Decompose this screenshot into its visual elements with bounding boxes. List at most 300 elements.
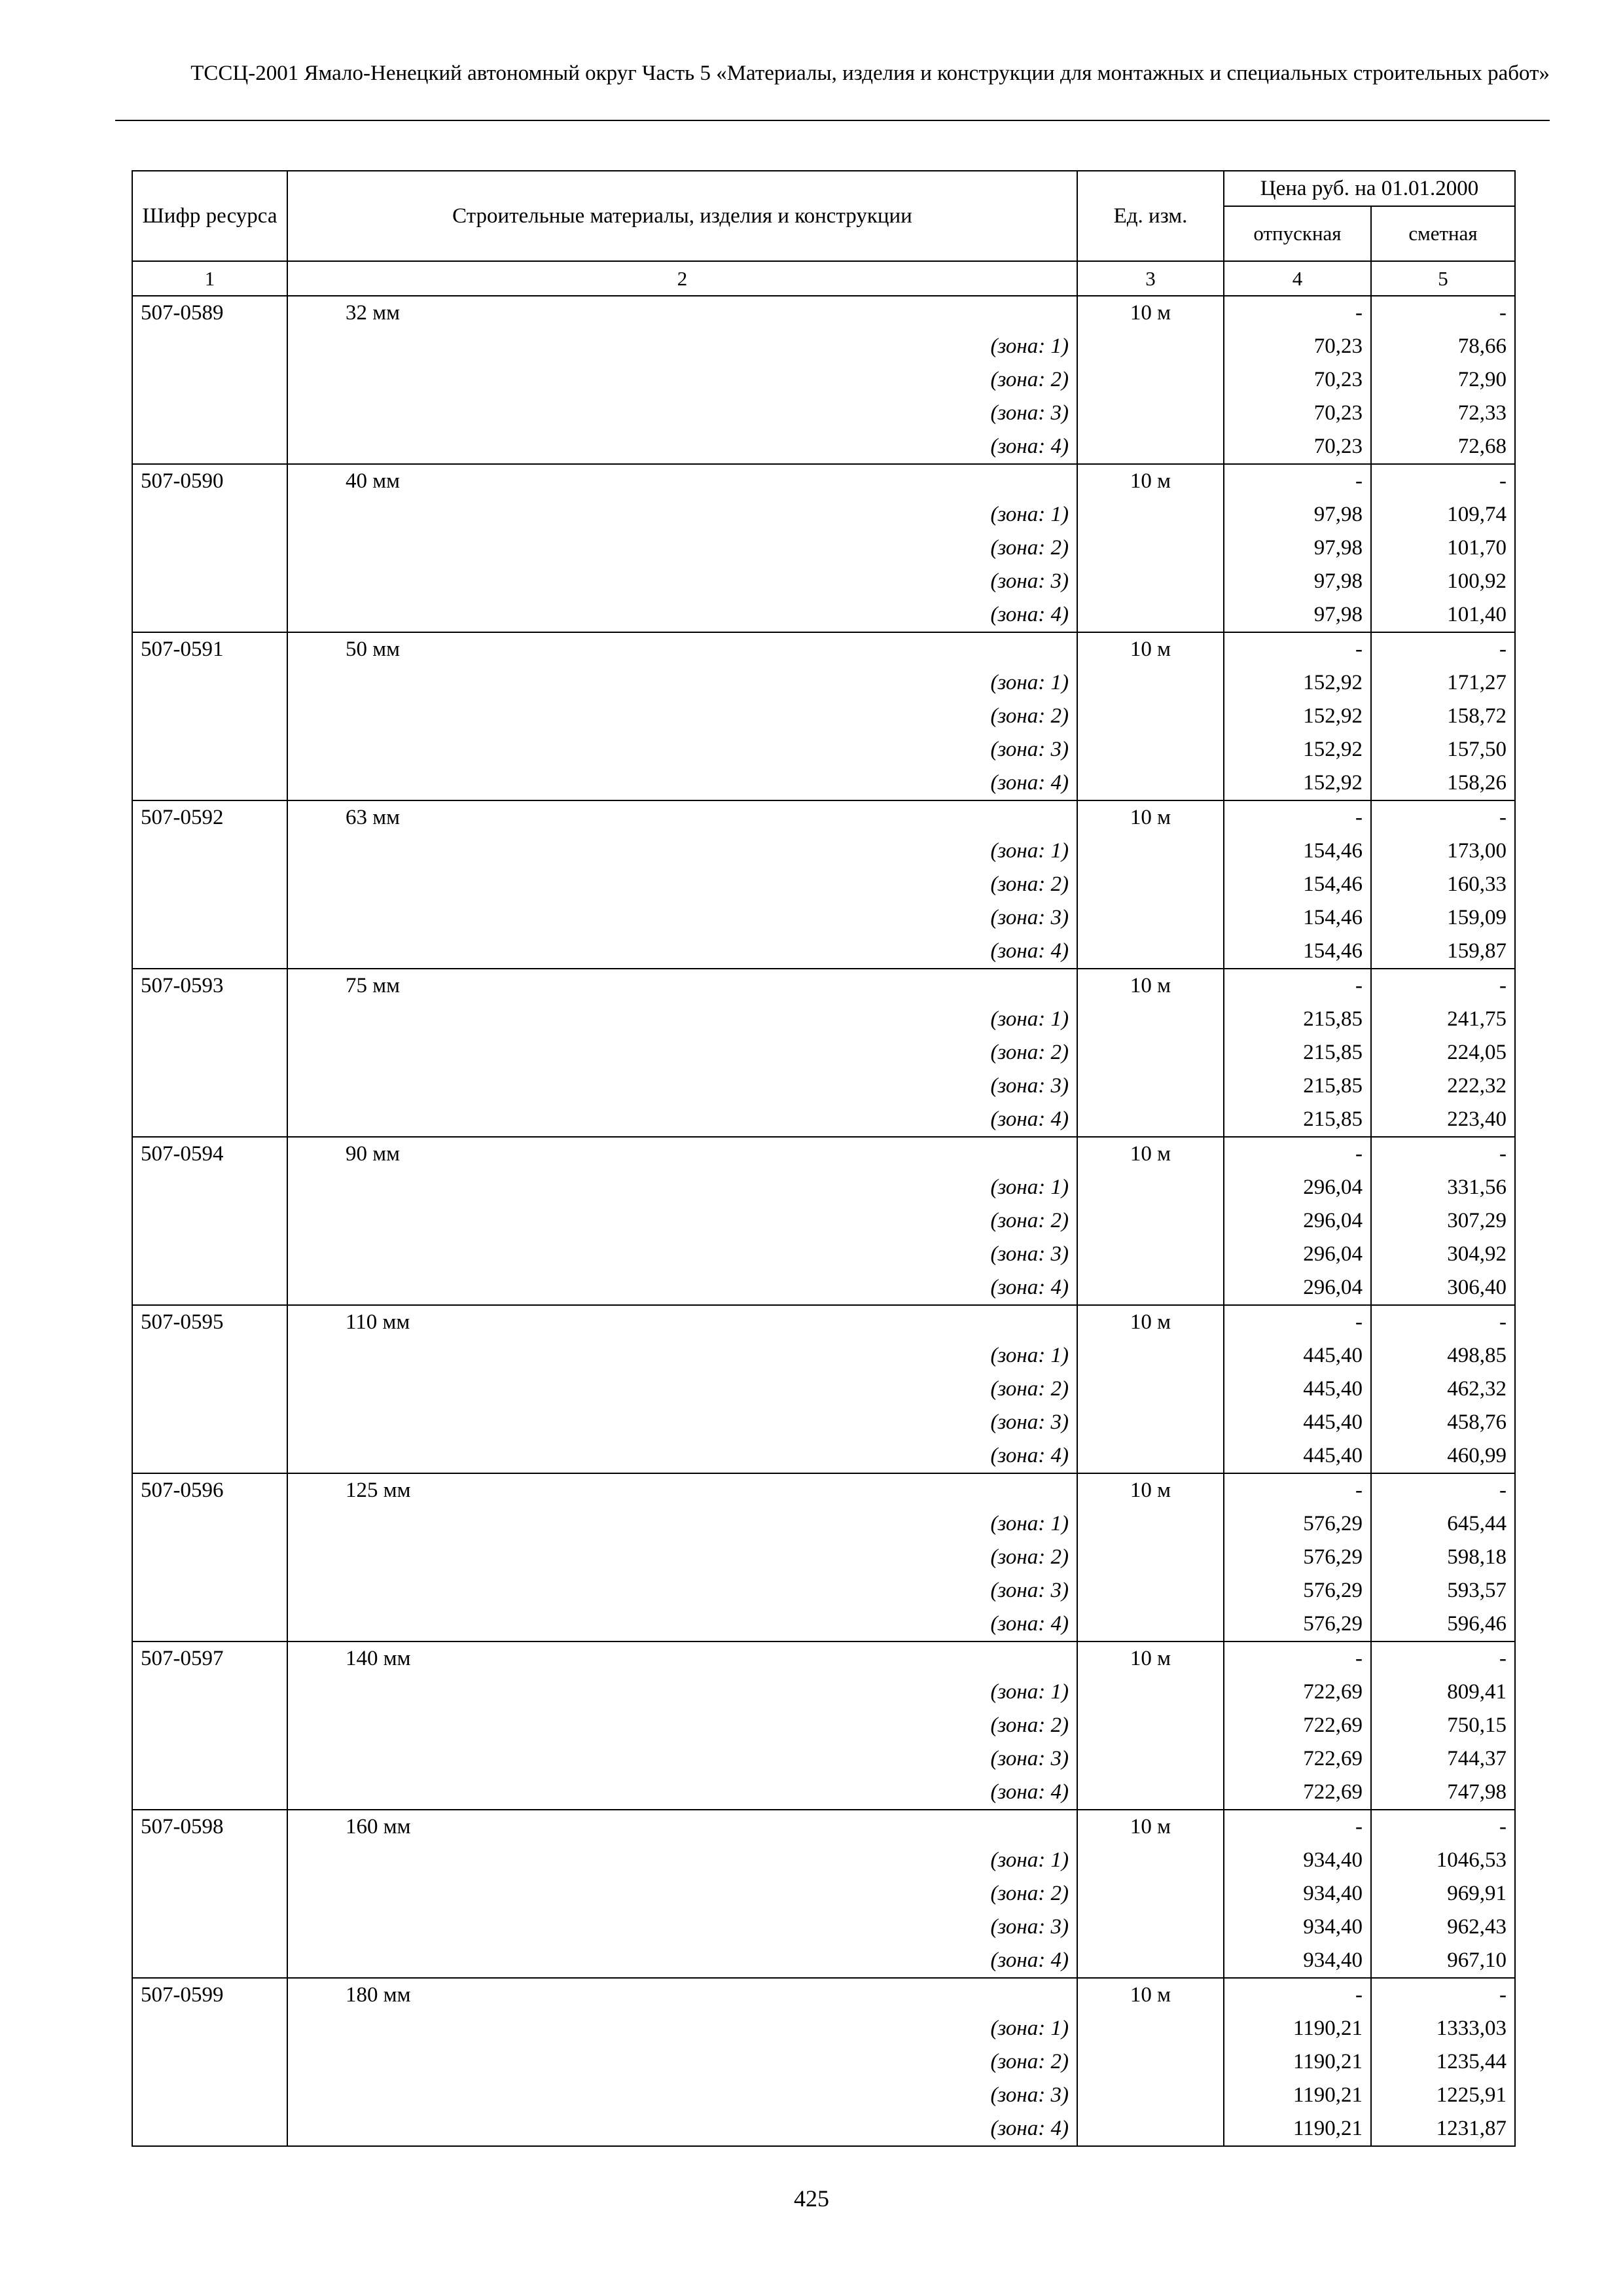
zone-estimate-price: 224,05 xyxy=(1371,1036,1515,1069)
zone-estimate-price: 101,40 xyxy=(1371,598,1515,632)
empty-code-cell xyxy=(132,766,287,800)
zone-release-price: 296,04 xyxy=(1224,1238,1371,1271)
empty-code-cell xyxy=(132,901,287,935)
zone-row xyxy=(132,565,1515,598)
empty-code-cell xyxy=(132,1204,287,1238)
zone-release-price: 154,46 xyxy=(1224,935,1371,969)
release-price: - xyxy=(1224,969,1371,1003)
zone-release-price: 152,92 xyxy=(1224,766,1371,800)
zone-release-price: 576,29 xyxy=(1224,1507,1371,1541)
price-table xyxy=(132,170,1516,2147)
release-price: - xyxy=(1224,1978,1371,2012)
empty-unit-cell xyxy=(1077,1541,1224,1574)
estimate-price: - xyxy=(1371,1305,1515,1339)
empty-unit-cell xyxy=(1077,1103,1224,1137)
empty-unit-cell xyxy=(1077,1910,1224,1944)
empty-unit-cell xyxy=(1077,397,1224,430)
zone-label: (зона: 4) xyxy=(287,935,1077,969)
empty-code-cell xyxy=(132,1910,287,1944)
empty-unit-cell xyxy=(1077,2112,1224,2146)
column-number-row xyxy=(132,261,1515,296)
resource-unit: 10 м xyxy=(1077,1810,1224,1844)
zone-label: (зона: 4) xyxy=(287,1439,1077,1473)
zone-estimate-price: 109,74 xyxy=(1371,498,1515,531)
resource-name: 40 мм xyxy=(287,464,1077,498)
empty-unit-cell xyxy=(1077,1877,1224,1910)
zone-estimate-price: 157,50 xyxy=(1371,733,1515,766)
zone-estimate-price: 747,98 xyxy=(1371,1776,1515,1810)
zone-row xyxy=(132,1204,1515,1238)
estimate-price: - xyxy=(1371,1810,1515,1844)
empty-code-cell xyxy=(132,1103,287,1137)
zone-release-price: 722,69 xyxy=(1224,1676,1371,1709)
empty-unit-cell xyxy=(1077,598,1224,632)
zone-label: (зона: 3) xyxy=(287,1910,1077,1944)
zone-estimate-price: 962,43 xyxy=(1371,1910,1515,1944)
zone-row xyxy=(132,598,1515,632)
zone-label: (зона: 2) xyxy=(287,2045,1077,2079)
zone-row xyxy=(132,1844,1515,1877)
zone-label: (зона: 1) xyxy=(287,1003,1077,1036)
zone-row xyxy=(132,700,1515,733)
zone-row xyxy=(132,2112,1515,2146)
zone-label: (зона: 3) xyxy=(287,901,1077,935)
empty-code-cell xyxy=(132,1036,287,1069)
zone-row xyxy=(132,1742,1515,1776)
zone-estimate-price: 1225,91 xyxy=(1371,2079,1515,2112)
empty-code-cell xyxy=(132,1676,287,1709)
zone-row xyxy=(132,1069,1515,1103)
empty-code-cell xyxy=(132,1844,287,1877)
zone-label: (зона: 3) xyxy=(287,1742,1077,1776)
header-estimate-price: сметная xyxy=(1371,206,1515,261)
resource-row xyxy=(132,1641,1515,1676)
empty-unit-cell xyxy=(1077,901,1224,935)
zone-row xyxy=(132,1944,1515,1978)
empty-code-cell xyxy=(132,1742,287,1776)
zone-row xyxy=(132,430,1515,464)
zone-row xyxy=(132,1541,1515,1574)
zone-release-price: 70,23 xyxy=(1224,363,1371,397)
resource-code: 507-0595 xyxy=(132,1305,287,1339)
zone-label: (зона: 1) xyxy=(287,330,1077,363)
zone-estimate-price: 593,57 xyxy=(1371,1574,1515,1607)
resource-name: 110 мм xyxy=(287,1305,1077,1339)
resource-name: 160 мм xyxy=(287,1810,1077,1844)
zone-row xyxy=(132,498,1515,531)
estimate-price: - xyxy=(1371,969,1515,1003)
zone-label: (зона: 3) xyxy=(287,397,1077,430)
zone-label: (зона: 4) xyxy=(287,1271,1077,1305)
zone-row xyxy=(132,2012,1515,2045)
zone-release-price: 934,40 xyxy=(1224,1844,1371,1877)
resource-name: 180 мм xyxy=(287,1978,1077,2012)
empty-code-cell xyxy=(132,1574,287,1607)
resource-name: 90 мм xyxy=(287,1137,1077,1171)
zone-row xyxy=(132,733,1515,766)
zone-release-price: 152,92 xyxy=(1224,733,1371,766)
zone-release-price: 934,40 xyxy=(1224,1944,1371,1978)
zone-release-price: 97,98 xyxy=(1224,598,1371,632)
empty-unit-cell xyxy=(1077,330,1224,363)
header-price: Цена руб. на 01.01.2000 xyxy=(1224,171,1515,206)
zone-estimate-price: 1235,44 xyxy=(1371,2045,1515,2079)
zone-row xyxy=(132,935,1515,969)
empty-code-cell xyxy=(132,598,287,632)
resource-row xyxy=(132,296,1515,330)
empty-unit-cell xyxy=(1077,1742,1224,1776)
empty-code-cell xyxy=(132,1406,287,1439)
zone-label: (зона: 2) xyxy=(287,1372,1077,1406)
zone-release-price: 722,69 xyxy=(1224,1742,1371,1776)
empty-code-cell xyxy=(132,1877,287,1910)
zone-label: (зона: 4) xyxy=(287,1944,1077,1978)
header-name: Строительные материалы, изделия и конструкции xyxy=(287,171,1077,261)
zone-estimate-price: 969,91 xyxy=(1371,1877,1515,1910)
resource-unit: 10 м xyxy=(1077,1305,1224,1339)
empty-unit-cell xyxy=(1077,868,1224,901)
empty-code-cell xyxy=(132,2112,287,2146)
zone-row xyxy=(132,834,1515,868)
zone-release-price: 445,40 xyxy=(1224,1439,1371,1473)
empty-code-cell xyxy=(132,1271,287,1305)
estimate-price: - xyxy=(1371,1641,1515,1676)
empty-unit-cell xyxy=(1077,834,1224,868)
resource-unit: 10 м xyxy=(1077,632,1224,666)
zone-label: (зона: 4) xyxy=(287,2112,1077,2146)
zone-release-price: 1190,21 xyxy=(1224,2012,1371,2045)
zone-row xyxy=(132,1507,1515,1541)
empty-code-cell xyxy=(132,733,287,766)
empty-code-cell xyxy=(132,1238,287,1271)
release-price: - xyxy=(1224,800,1371,834)
zone-release-price: 97,98 xyxy=(1224,565,1371,598)
zone-release-price: 576,29 xyxy=(1224,1574,1371,1607)
empty-code-cell xyxy=(132,531,287,565)
column-number: 5 xyxy=(1371,261,1515,296)
empty-unit-cell xyxy=(1077,565,1224,598)
resource-code: 507-0594 xyxy=(132,1137,287,1171)
zone-estimate-price: 1333,03 xyxy=(1371,2012,1515,2045)
empty-code-cell xyxy=(132,1607,287,1641)
empty-unit-cell xyxy=(1077,1271,1224,1305)
empty-code-cell xyxy=(132,1507,287,1541)
resource-code: 507-0590 xyxy=(132,464,287,498)
zone-row xyxy=(132,901,1515,935)
zone-release-price: 154,46 xyxy=(1224,834,1371,868)
estimate-price: - xyxy=(1371,1473,1515,1507)
column-number: 1 xyxy=(132,261,287,296)
column-number: 3 xyxy=(1077,261,1224,296)
empty-unit-cell xyxy=(1077,935,1224,969)
empty-unit-cell xyxy=(1077,1339,1224,1372)
zone-row xyxy=(132,397,1515,430)
zone-label: (зона: 1) xyxy=(287,834,1077,868)
zone-estimate-price: 78,66 xyxy=(1371,330,1515,363)
zone-row xyxy=(132,531,1515,565)
resource-code: 507-0593 xyxy=(132,969,287,1003)
empty-code-cell xyxy=(132,1003,287,1036)
zone-row xyxy=(132,2045,1515,2079)
release-price: - xyxy=(1224,1305,1371,1339)
resource-code: 507-0592 xyxy=(132,800,287,834)
table-body xyxy=(132,296,1515,2146)
zone-estimate-price: 223,40 xyxy=(1371,1103,1515,1137)
zone-label: (зона: 2) xyxy=(287,1541,1077,1574)
zone-label: (зона: 2) xyxy=(287,868,1077,901)
zone-release-price: 934,40 xyxy=(1224,1910,1371,1944)
zone-release-price: 70,23 xyxy=(1224,397,1371,430)
zone-row xyxy=(132,2079,1515,2112)
zone-release-price: 296,04 xyxy=(1224,1271,1371,1305)
release-price: - xyxy=(1224,296,1371,330)
resource-row xyxy=(132,1137,1515,1171)
empty-unit-cell xyxy=(1077,1439,1224,1473)
zone-release-price: 1190,21 xyxy=(1224,2112,1371,2146)
zone-label: (зона: 2) xyxy=(287,363,1077,397)
empty-code-cell xyxy=(132,397,287,430)
empty-unit-cell xyxy=(1077,1776,1224,1810)
resource-name: 140 мм xyxy=(287,1641,1077,1676)
zone-label: (зона: 2) xyxy=(287,1877,1077,1910)
zone-row xyxy=(132,1776,1515,1810)
zone-label: (зона: 4) xyxy=(287,598,1077,632)
zone-estimate-price: 100,92 xyxy=(1371,565,1515,598)
zone-label: (зона: 3) xyxy=(287,1069,1077,1103)
zone-row xyxy=(132,666,1515,700)
zone-estimate-price: 304,92 xyxy=(1371,1238,1515,1271)
empty-code-cell xyxy=(132,430,287,464)
empty-code-cell xyxy=(132,2045,287,2079)
zone-estimate-price: 160,33 xyxy=(1371,868,1515,901)
empty-unit-cell xyxy=(1077,733,1224,766)
zone-label: (зона: 2) xyxy=(287,700,1077,733)
page-number: 425 xyxy=(794,2185,829,2212)
zone-row xyxy=(132,1339,1515,1372)
zone-label: (зона: 2) xyxy=(287,1036,1077,1069)
empty-code-cell xyxy=(132,1069,287,1103)
zone-release-price: 576,29 xyxy=(1224,1607,1371,1641)
resource-name: 32 мм xyxy=(287,296,1077,330)
zone-label: (зона: 2) xyxy=(287,1709,1077,1742)
estimate-price: - xyxy=(1371,296,1515,330)
empty-unit-cell xyxy=(1077,1069,1224,1103)
empty-code-cell xyxy=(132,363,287,397)
zone-row xyxy=(132,363,1515,397)
estimate-price: - xyxy=(1371,800,1515,834)
empty-code-cell xyxy=(132,1776,287,1810)
empty-unit-cell xyxy=(1077,1171,1224,1204)
zone-release-price: 445,40 xyxy=(1224,1372,1371,1406)
resource-unit: 10 м xyxy=(1077,464,1224,498)
resource-row xyxy=(132,969,1515,1003)
page-header: ТССЦ-2001 Ямало-Ненецкий автономный округ Часть 5 «Материалы, изделия и конструкции для монтажных и специальных строительных работ» xyxy=(190,62,1550,85)
header-release-price: отпускная xyxy=(1224,206,1371,261)
estimate-price: - xyxy=(1371,1978,1515,2012)
zone-estimate-price: 222,32 xyxy=(1371,1069,1515,1103)
zone-row xyxy=(132,1574,1515,1607)
empty-code-cell xyxy=(132,498,287,531)
empty-code-cell xyxy=(132,1372,287,1406)
zone-release-price: 722,69 xyxy=(1224,1776,1371,1810)
zone-estimate-price: 72,68 xyxy=(1371,430,1515,464)
zone-release-price: 445,40 xyxy=(1224,1339,1371,1372)
empty-code-cell xyxy=(132,935,287,969)
zone-estimate-price: 598,18 xyxy=(1371,1541,1515,1574)
empty-code-cell xyxy=(132,1709,287,1742)
zone-release-price: 445,40 xyxy=(1224,1406,1371,1439)
zone-row xyxy=(132,868,1515,901)
resource-code: 507-0591 xyxy=(132,632,287,666)
empty-unit-cell xyxy=(1077,1607,1224,1641)
zone-estimate-price: 307,29 xyxy=(1371,1204,1515,1238)
empty-unit-cell xyxy=(1077,1204,1224,1238)
zone-row xyxy=(132,1910,1515,1944)
empty-unit-cell xyxy=(1077,531,1224,565)
zone-release-price: 215,85 xyxy=(1224,1036,1371,1069)
zone-label: (зона: 1) xyxy=(287,1844,1077,1877)
column-number: 4 xyxy=(1224,261,1371,296)
zone-label: (зона: 4) xyxy=(287,430,1077,464)
empty-unit-cell xyxy=(1077,2045,1224,2079)
resource-name: 50 мм xyxy=(287,632,1077,666)
zone-release-price: 97,98 xyxy=(1224,531,1371,565)
empty-unit-cell xyxy=(1077,363,1224,397)
zone-estimate-price: 101,70 xyxy=(1371,531,1515,565)
zone-row xyxy=(132,1676,1515,1709)
zone-estimate-price: 458,76 xyxy=(1371,1406,1515,1439)
release-price: - xyxy=(1224,464,1371,498)
empty-unit-cell xyxy=(1077,1003,1224,1036)
zone-estimate-price: 72,33 xyxy=(1371,397,1515,430)
zone-estimate-price: 498,85 xyxy=(1371,1339,1515,1372)
resource-row xyxy=(132,1810,1515,1844)
empty-unit-cell xyxy=(1077,1574,1224,1607)
zone-label: (зона: 1) xyxy=(287,2012,1077,2045)
resource-row xyxy=(132,1305,1515,1339)
resource-name: 75 мм xyxy=(287,969,1077,1003)
empty-code-cell xyxy=(132,1944,287,1978)
empty-unit-cell xyxy=(1077,1036,1224,1069)
empty-unit-cell xyxy=(1077,2079,1224,2112)
zone-release-price: 722,69 xyxy=(1224,1709,1371,1742)
zone-estimate-price: 159,87 xyxy=(1371,935,1515,969)
zone-label: (зона: 1) xyxy=(287,1676,1077,1709)
empty-code-cell xyxy=(132,1541,287,1574)
zone-label: (зона: 3) xyxy=(287,1406,1077,1439)
zone-estimate-price: 809,41 xyxy=(1371,1676,1515,1709)
empty-code-cell xyxy=(132,700,287,733)
zone-release-price: 154,46 xyxy=(1224,868,1371,901)
empty-unit-cell xyxy=(1077,1844,1224,1877)
zone-release-price: 154,46 xyxy=(1224,901,1371,935)
zone-release-price: 1190,21 xyxy=(1224,2079,1371,2112)
zone-release-price: 215,85 xyxy=(1224,1069,1371,1103)
zone-row xyxy=(132,1103,1515,1137)
zone-release-price: 70,23 xyxy=(1224,330,1371,363)
empty-code-cell xyxy=(132,330,287,363)
empty-code-cell xyxy=(132,666,287,700)
zone-estimate-price: 158,26 xyxy=(1371,766,1515,800)
zone-estimate-price: 72,90 xyxy=(1371,363,1515,397)
resource-code: 507-0596 xyxy=(132,1473,287,1507)
resource-unit: 10 м xyxy=(1077,296,1224,330)
zone-row xyxy=(132,1036,1515,1069)
zone-release-price: 70,23 xyxy=(1224,430,1371,464)
empty-code-cell xyxy=(132,2012,287,2045)
zone-row xyxy=(132,1372,1515,1406)
zone-release-price: 215,85 xyxy=(1224,1003,1371,1036)
zone-release-price: 152,92 xyxy=(1224,666,1371,700)
resource-unit: 10 м xyxy=(1077,800,1224,834)
zone-release-price: 296,04 xyxy=(1224,1204,1371,1238)
empty-code-cell xyxy=(132,565,287,598)
zone-label: (зона: 1) xyxy=(287,666,1077,700)
header-rule xyxy=(115,120,1550,121)
zone-release-price: 215,85 xyxy=(1224,1103,1371,1137)
zone-row xyxy=(132,1877,1515,1910)
empty-unit-cell xyxy=(1077,666,1224,700)
empty-unit-cell xyxy=(1077,700,1224,733)
zone-estimate-price: 331,56 xyxy=(1371,1171,1515,1204)
empty-code-cell xyxy=(132,1439,287,1473)
resource-name: 63 мм xyxy=(287,800,1077,834)
zone-label: (зона: 1) xyxy=(287,1339,1077,1372)
zone-release-price: 97,98 xyxy=(1224,498,1371,531)
zone-row xyxy=(132,1171,1515,1204)
resource-unit: 10 м xyxy=(1077,1137,1224,1171)
release-price: - xyxy=(1224,1641,1371,1676)
resource-code: 507-0598 xyxy=(132,1810,287,1844)
release-price: - xyxy=(1224,1810,1371,1844)
zone-estimate-price: 173,00 xyxy=(1371,834,1515,868)
empty-unit-cell xyxy=(1077,1944,1224,1978)
empty-code-cell xyxy=(132,2079,287,2112)
zone-label: (зона: 2) xyxy=(287,1204,1077,1238)
zone-estimate-price: 241,75 xyxy=(1371,1003,1515,1036)
zone-estimate-price: 744,37 xyxy=(1371,1742,1515,1776)
zone-estimate-price: 462,32 xyxy=(1371,1372,1515,1406)
zone-row xyxy=(132,1003,1515,1036)
zone-release-price: 934,40 xyxy=(1224,1877,1371,1910)
zone-estimate-price: 1231,87 xyxy=(1371,2112,1515,2146)
resource-name: 125 мм xyxy=(287,1473,1077,1507)
resource-row xyxy=(132,1473,1515,1507)
zone-row xyxy=(132,330,1515,363)
header-code: Шифр ресурса xyxy=(132,171,287,261)
column-number: 2 xyxy=(287,261,1077,296)
zone-release-price: 576,29 xyxy=(1224,1541,1371,1574)
zone-label: (зона: 4) xyxy=(287,1607,1077,1641)
resource-row xyxy=(132,632,1515,666)
empty-unit-cell xyxy=(1077,1372,1224,1406)
empty-unit-cell xyxy=(1077,430,1224,464)
release-price: - xyxy=(1224,1137,1371,1171)
resource-row xyxy=(132,1978,1515,2012)
resource-code: 507-0589 xyxy=(132,296,287,330)
resource-code: 507-0597 xyxy=(132,1641,287,1676)
zone-estimate-price: 967,10 xyxy=(1371,1944,1515,1978)
zone-estimate-price: 645,44 xyxy=(1371,1507,1515,1541)
zone-label: (зона: 3) xyxy=(287,1238,1077,1271)
empty-code-cell xyxy=(132,1339,287,1372)
empty-code-cell xyxy=(132,834,287,868)
zone-estimate-price: 750,15 xyxy=(1371,1709,1515,1742)
empty-unit-cell xyxy=(1077,2012,1224,2045)
zone-estimate-price: 1046,53 xyxy=(1371,1844,1515,1877)
zone-estimate-price: 460,99 xyxy=(1371,1439,1515,1473)
zone-row xyxy=(132,1439,1515,1473)
